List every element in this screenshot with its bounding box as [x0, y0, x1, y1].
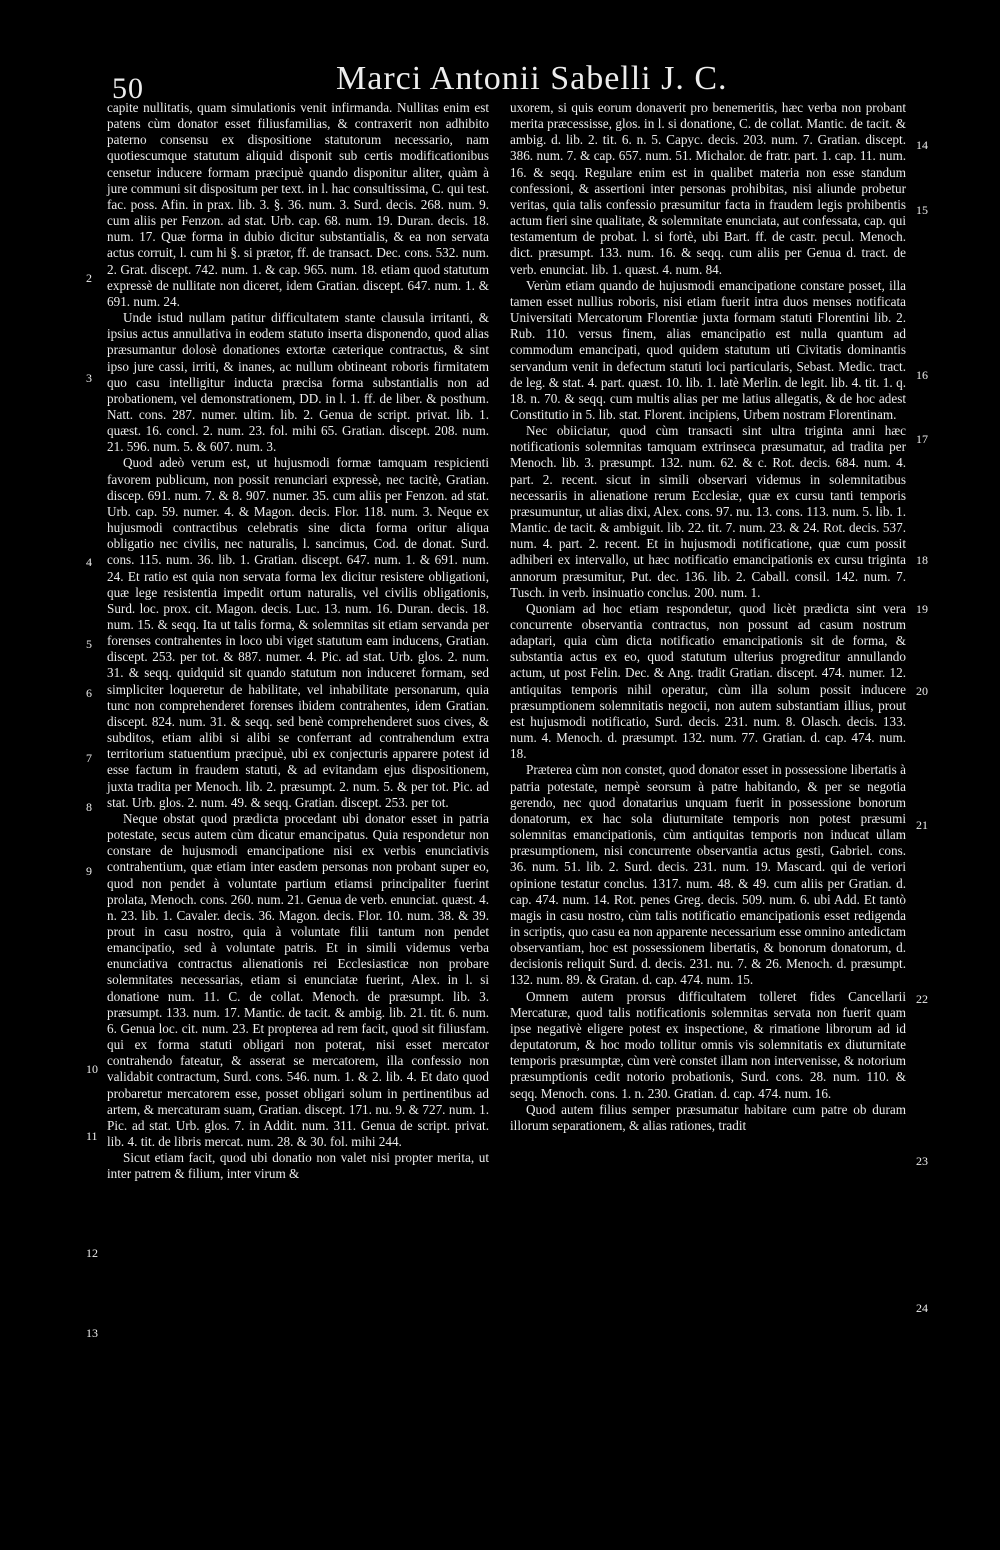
- left-column: [107, 100, 489, 1182]
- margin-number: 4: [86, 555, 92, 569]
- margin-number: 5: [86, 637, 92, 651]
- page-number: 50: [112, 72, 144, 105]
- margin-number: 19: [916, 602, 928, 616]
- margin-number: 16: [916, 368, 928, 382]
- margin-number: 13: [86, 1326, 98, 1340]
- margin-number: 24: [916, 1301, 928, 1315]
- margin-number: 21: [916, 818, 928, 832]
- paragraph: Quoniam ad hoc etiam respondetur, quod licèt prædicta sint vera concurrente observantia contractus, non possunt ad casum nostrum adaptari, quia cùm dicta notificatio emancipationis sit de forma, & substantia actus ex eo, quod statutum ulterius progreditur annullando actum, ut post Felin. Dec. & Ang. tradit Gratian. discept. 474. numer. 12. antiquitas temporis nihil operatur, cùm illa solum possit inducere præsumptionem solemnitatis negocii, non autem substantiam illius, prout est hujusmodi notificatio, Surd. decis. 231. num. 8. Olasch. decis. 133. num. 4. Menoch. d. præsumpt. 132. num. 77. Gratian. d. cap. 474. num. 18.: [510, 600, 906, 762]
- paragraph: Quod adeò verum est, ut hujusmodi formæ tamquam respicienti favorem publicum, non possit renunciari expressè, nec tacitè, Gratian. discep. 691. num. 7. & 8. 907. numer. 35. cum aliis per Fenzon. ad stat. Urb. cap. 59. numer. 4. & Magon. decis. Flor. 118. num. 3. Neque ex hujusmodi contractibus celebratis sine dicta forma oritur aliqua obligatio nec civilis, nec naturalis, l. sancimus, Cod. de donat. Surd. cons. 115. num. 36. lib. 1. Gratian. discept. 647. num. 1. & 691. num. 24. Et ratio est quia non servata forma lex dicitur resistere obligationi, quæ lege resistentia impedit ortum naturalis, vel civilis obligationis, Surd. loc. prox. cit. Magon. decis. Luc. 13. num. 16. Duran. decis. 18. num. 15. & seqq. Ita ut talis forma, & solemnitas sit etiam servanda per forenses contrahentes in loco ubi viget statutum eam inducens, Gratian. discept. 253. per tot. & 887. numer. 4. Pic. ad stat. Urb. glos. 2. num. 31. & seqq. quidquid sit quando statutum non induceret formam, sed simpliciter loqueretur de habilitate, vel inhabilitate personarum, quia tunc non comprehenderet forenses ibidem contrahentes, idem Gratian. discept. 824. num. 31. & seqq. sed benè comprehenderet suos cives, & subditos, etiam alibi si alibi se conferrant ad contrahendum extra territorium statuentium præcipuè, ubi ex conjecturis apparere potest id esse factum in fraudem statuti, & ad evitandam ejus dispositionem, juxta tradita per Menoch. lib. 2. præsumpt. 2. num. 5. & per tot. Pic. ad stat. Urb. glos. 2. num. 49. & seqq. Gratian. discept. 253. per tot.: [107, 455, 489, 810]
- page-title: Marci Antonii Sabelli J. C.: [336, 60, 728, 97]
- margin-number: 8: [86, 800, 92, 814]
- margin-number: 22: [916, 992, 928, 1006]
- margin-number: 2: [86, 271, 92, 285]
- paragraph: capite nullitatis, quam simulationis venit infirmanda. Nullitas enim est patens cùm donator esset filiusfamilias, & contraxerit non adhibito paterno consensu ex dispositione statutorum necessario, nam quotiescumque statutum aliquid disponit sub certis modificationibus censetur inducere formam præcipuè quando disponitur aliter, quàm à jure communi sit dispositum per text. in l. hac consultissima, C. qui test. fac. poss. Afin. in prax. lib. 3. §. 36. num. 3. Surd. decis. 268. num. 9. cum aliis per Fenzon. ad stat. Urb. cap. 68. num. 19. Duran. decis. 18. num. 17. Quæ forma in dubio dicitur substantialis, & ea non servata actus corruit, l. cum hi §. si prætor, ff. de transact. Dec. cons. 532. num. 2. Grat. discept. 742. num. 1. & cap. 965. num. 18. etiam quod statutum expressè de nullitate non diceret, idem Gratian. discept. 647. num. 1. & 691. num. 24.: [107, 100, 489, 309]
- right-column: [510, 100, 906, 1134]
- margin-number: 20: [916, 684, 928, 698]
- margin-number: 12: [86, 1246, 98, 1260]
- paragraph: Omnem autem prorsus difficultatem tolleret fides Cancellarii Mercaturæ, quod talis notificationis solemnitas servata non fuerit quam ipse negativè eligere potest ex inspectione, & rimatione librorum ad id deputatorum, & hoc modo tollitur omnis vis solemnitatis ex diuturnitate temporis præsumptæ, cùm verè constet illam non intervenisse, & notorium præsumptionis cedit notorio probationis, Surd. cons. 28. num. 110. & seqq. Menoch. cons. 1. n. 230. Gratian. d. cap. 474. num. 16.: [510, 988, 906, 1101]
- margin-number: 11: [86, 1129, 98, 1143]
- paragraph: Verùm etiam quando de hujusmodi emancipatione constare posset, illa tamen esset nullius roboris, nisi etiam fuerit intra duos menses notificata Universitati Mercatorum Florentiæ juxta formam statuti Florentini lib. 2. Rub. 110. versus finem, alias emancipatio est nulla quantum ad commodum emancipati, quod quidem statutum uti Civitatis dominantis servandum venit in defectum statuti loci particularis, Sebast. Medic. tract. de leg. & stat. 4. part. quæst. 10. lib. 1. latè Merlin. de legit. lib. 4. tit. 1. q. 18. n. 70. & seqq. cum multis alias per me latius allegatis, & de hoc adest Constitutio in 5. lib. stat. Florent. incipiens, Urbem nostram Florentinam.: [510, 277, 906, 422]
- margin-number: 9: [86, 864, 92, 878]
- margin-number: 6: [86, 686, 92, 700]
- margin-number: 17: [916, 432, 928, 446]
- margin-number: 15: [916, 203, 928, 217]
- margin-number: 3: [86, 371, 92, 385]
- paragraph: Unde istud nullam patitur difficultatem stante clausula irritanti, & ipsius actus annullativa in eodem statuto inserta disponendo, quod alias præsumantur dolosè donationes extortæ cæterique contractus, & sint ipso jure cassi, irriti, & inanes, ac nullum obtineant roboris firmitatem quo casu intelligitur inducta præcisa forma substantialis non ad probationem, vel demonstrationem, DD. in l. 1. ff. de liber. & posthum. Natt. cons. 287. numer. ultim. lib. 2. Genua de script. privat. lib. 1. quæst. 16. concl. 2. num. 23. fol. mihi 65. Gratian. discept. 208. num. 21. 596. num. 5. & 607. num. 3.: [107, 310, 489, 455]
- paragraph: Nec obiiciatur, quod cùm transacti sint ultra triginta anni hæc notificationis solemnitas tamquam extrinseca præsumatur, ad tradita per Menoch. lib. 3. præsumpt. 132. num. 62. & c. Rot. decis. 684. num. 4. part. 2. recent. sicut in simili observari videmus in solemnitatibus necessariis in alienatione rerum Ecclesiæ, quæ ex cursu tanti temporis præsumuntur, ut alias dixi, Alex. cons. 97. nu. 13. cons. 113. num. 5. lib. 1. Mantic. de tacit. & ambiguit. lib. 22. tit. 7. num. 23. & 24. Rot. decis. 537. num. 4. part. 2. recent. Et in hujusmodi notificatione, quæ cum possit adhiberi ex intervallo, ut hæc notificatio emancipationis ex cursu triginta annorum præsumitur, Put. dec. 136. lib. 2. Caball. consil. 142. num. 7. Tusch. in verb. insinuatio conclus. 200. num. 1.: [510, 423, 906, 600]
- margin-number: 18: [916, 553, 928, 567]
- margin-number: 10: [86, 1062, 98, 1076]
- margin-number: 23: [916, 1154, 928, 1168]
- margin-number: 14: [916, 138, 928, 152]
- margin-number: 7: [86, 751, 92, 765]
- paragraph: Sicut etiam facit, quod ubi donatio non valet nisi propter merita, ut inter patrem & filium, inter virum &: [107, 1150, 489, 1182]
- paragraph: uxorem, si quis eorum donaverit pro benemeritis, hæc verba non probant merita præcessisse, glos. in l. si donatione, C. de collat. Mantic. de tacit. & ambig. d. lib. 2. tit. 6. n. 5. Capyc. decis. 203. num. 7. Gratian. discept. 386. num. 7. & cap. 657. num. 51. Michalor. de fratr. part. 1. cap. 11. num. 16. & seqq. Regulare enim est in qualibet materia non esse standum confessioni, & assertioni inter personas prohibitas, nisi aliunde probetur veritas, quia talis confessio præsumitur facta in fraudem legis prohibentis actum fieri sine qualitate, & solemnitate enunciata, aut confessata, cap. qui testamentum de probat. l. si fortè, ubi Bart. ff. de castr. pecul. Menoch. dict. præsumpt. 133. num. 16. & seqq. cum aliis per Genua d. tract. de verb. enunciat. lib. 1. quæst. 4. num. 84.: [510, 100, 906, 277]
- paragraph: Quod autem filius semper præsumatur habitare cum patre ob duram illorum separationem, & alias rationes, tradit: [510, 1101, 906, 1133]
- paragraph: Præterea cùm non constet, quod donator esset in possessione libertatis à patria potestate, nempè seorsum à patre habitando, & per se negotia gerendo, nec quod donatarius unquam fuerit in possessione bonorum donatorum, ex hac sola diuturnitate temporis non potest præsumi solemnitas emancipationis, cùm antiquitas temporis non inducat ullam præsumptionem, nisi concurrente observantia actus gesti, Gabriel. cons. 36. num. 51. lib. 2. Surd. decis. 231. num. 19. Mascard. qui de veriori opinione testatur conclus. 1317. num. 48. & 49. cum aliis per Gratian. d. cap. 474. num. 14. Rot. penes Greg. decis. 509. num. 6. ubi Add. Et tantò magis in casu nostro, cùm talis notificatio emancipationis esset redigenda in scriptis, quo casu ea non apparente necessarium esse omnino antedictam observantiam, hoc est possessionem libertatis, & bonorum donatorum, d. decisionis reliquit Surd. d. decis. 231. nu. 7. & 26. Menoch. d. præsumpt. 132. num. 89. & Gratan. d. cap. 474. num. 15.: [510, 762, 906, 988]
- paragraph: Neque obstat quod prædicta procedant ubi donator esset in patria potestate, secus autem cùm dicatur emancipatus. Quia respondetur non constare de hujusmodi emancipatione nisi ex verbis enunciativis contrahentium, quæ etiam inter easdem personas non probant super eo, quod non pendet à voluntate partium etiamsi principaliter fuerint prolata, Menoch. cons. 260. num. 21. Genua de verb. enunciat. quæst. 4. n. 23. lib. 1. Cavaler. decis. 36. Magon. decis. Flor. 10. num. 38. & 39. prout in casu nostro, quia à voluntate filii tantum non pendet emancipatio, sed à voluntate patris. Et in simili videmus verba enunciativa contractus alienationis rei Ecclesiasticæ non probare solemnitates necessarias, etiam si enunciatæ fuerint, Alex. in l. si donatione num. 11. C. de collat. Menoch. de præsumpt. lib. 3. præsumpt. 133. num. 17. Mantic. de tacit. & ambig. lib. 21. tit. 6. num. 6. Genua loc. cit. num. 23. Et propterea ad rem facit, quod sit filiusfam. qui ex forma statuti obligari non poterat, nisi esset mercator contrahendo fateatur, & asserat se mercatorem, illa confessio non validabit contractum, Surd. cons. 546. num. 1. & 2. lib. 4. Et dato quod probaretur mercatorem esse, posset obligari solum in pertinentibus ad artem, & mercaturam suam, Gratian. discept. 171. nu. 9. & 727. num. 1. Pic. ad stat. Urb. glos. 7. in Addit. num. 311. Genua de script. privat. lib. 4. tit. de libris mercat. num. 28. & 30. fol. mihi 244.: [107, 810, 489, 1149]
